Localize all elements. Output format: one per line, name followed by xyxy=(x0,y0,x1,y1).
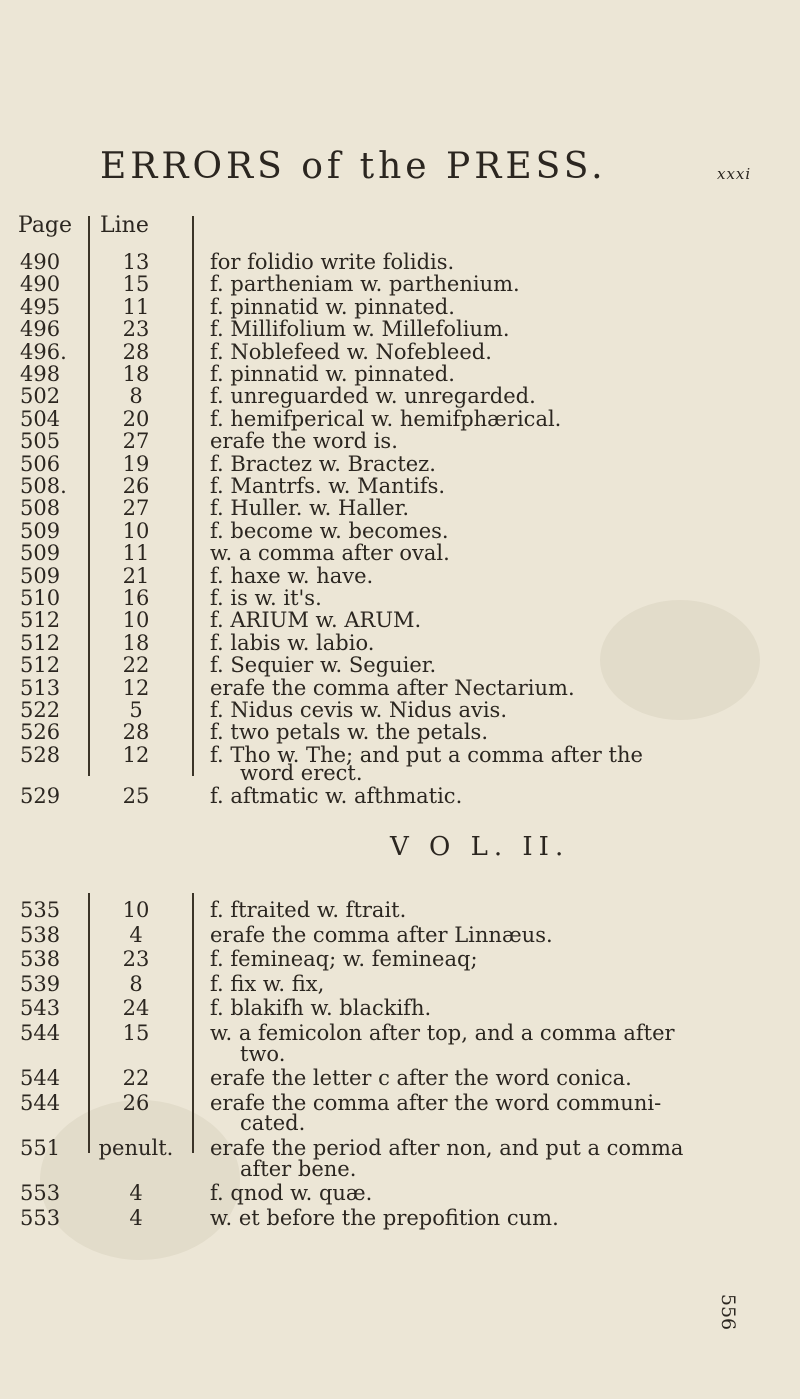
entry-correction: f. pinnatid w. pinnated. xyxy=(210,362,455,386)
entry-correction: f. aftmatic w. afthmatic. xyxy=(210,783,463,808)
entry-page: 528 xyxy=(20,742,61,767)
entry-page: 505 xyxy=(20,429,61,454)
entry-page: 539 xyxy=(20,971,61,996)
volume-heading: V O L. II. xyxy=(390,832,570,862)
entry-page: 496 xyxy=(20,317,61,342)
entry-correction: erafe the comma after Linnæus. xyxy=(210,922,553,947)
entry-page: 490 xyxy=(20,272,61,297)
errata-entry xyxy=(0,1136,800,1166)
signature-mark: xxxi xyxy=(717,165,752,183)
entry-correction: f. ARIUM w. ARUM. xyxy=(210,608,422,633)
entry-page: 535 xyxy=(20,898,61,922)
entry-continuation: word erect. xyxy=(240,761,363,786)
entry-line: 8 xyxy=(129,384,143,409)
entry-line: 10 xyxy=(122,518,150,543)
entry-page: 490 xyxy=(20,250,61,274)
entry-page: 509 xyxy=(20,541,61,566)
entry-page: 538 xyxy=(20,947,61,972)
entry-page: 538 xyxy=(20,922,61,947)
errata-entry xyxy=(0,784,800,814)
entry-page: 512 xyxy=(20,653,61,678)
entry-line: 23 xyxy=(122,317,150,342)
entry-correction: f. pinnatid w. pinnated. xyxy=(210,294,455,319)
entry-correction: f. ftraited w. ftrait. xyxy=(210,898,407,922)
entry-correction: f. hemifperical w. hemifphærical. xyxy=(210,406,562,431)
entry-page: 504 xyxy=(20,406,61,431)
entry-page: 512 xyxy=(20,608,61,633)
entry-correction: erafe the letter c after the word conica. xyxy=(210,1066,632,1091)
entry-correction: for folidio write folidis. xyxy=(210,250,455,274)
entry-continuation: two. xyxy=(240,1041,286,1066)
entry-line: 21 xyxy=(122,563,150,588)
entry-line: 24 xyxy=(122,996,150,1021)
errata-entry xyxy=(0,1021,800,1051)
entry-page: 526 xyxy=(20,720,61,745)
paper-stain xyxy=(40,1100,240,1260)
entry-line: 28 xyxy=(122,339,150,364)
entry-page: 553 xyxy=(20,1205,61,1230)
entry-page: 544 xyxy=(20,1090,61,1115)
entry-correction: erafe the period after non, and put a comma xyxy=(210,1136,684,1160)
entry-line: 19 xyxy=(122,451,150,476)
entry-page: 506 xyxy=(20,451,61,476)
entry-page: 509 xyxy=(20,518,61,543)
page-column-header: Page xyxy=(18,213,73,238)
entry-page: 495 xyxy=(20,294,61,319)
entry-continuation: cated. xyxy=(240,1111,306,1136)
entry-line: 13 xyxy=(122,250,150,274)
entry-page: 498 xyxy=(20,362,61,386)
entry-correction: erafe the comma after the word communi- xyxy=(210,1090,662,1115)
entry-line: 28 xyxy=(122,720,150,745)
entry-line: 26 xyxy=(122,474,150,498)
entry-line: 22 xyxy=(122,653,150,678)
entry-page: 544 xyxy=(20,1021,61,1045)
entry-line: 10 xyxy=(122,608,150,633)
entry-line: 12 xyxy=(122,742,150,767)
entry-correction: f. is w. it's. xyxy=(210,586,322,610)
entry-correction: f. Millifolium w. Millefolium. xyxy=(210,317,510,342)
entry-page: 543 xyxy=(20,996,61,1021)
entry-correction: f. femineaq; w. femineaq; xyxy=(210,947,478,972)
entry-line: 23 xyxy=(122,947,150,972)
entry-line: 4 xyxy=(129,1205,143,1230)
entry-page: 529 xyxy=(20,783,61,808)
entry-page: 522 xyxy=(20,698,61,722)
entry-page: 513 xyxy=(20,675,61,700)
entry-page: 508 xyxy=(20,496,61,521)
entry-correction: erafe the word is. xyxy=(210,429,398,454)
entry-correction: f. Tho w. The; and put a comma after the xyxy=(210,742,643,767)
entry-page: 512 xyxy=(20,630,61,655)
entry-page: 551 xyxy=(20,1136,61,1160)
entry-line: 22 xyxy=(122,1066,150,1091)
entry-line: 15 xyxy=(122,272,150,297)
page-title: ERRORS of the PRESS. xyxy=(100,146,607,187)
entry-correction: f. haxe w. have. xyxy=(210,563,374,588)
entry-line: 10 xyxy=(122,898,150,922)
entry-page: 544 xyxy=(20,1066,61,1091)
entry-line: 18 xyxy=(122,630,150,655)
entry-page: 510 xyxy=(20,586,61,610)
entry-line: 11 xyxy=(122,541,150,566)
entry-correction: w. a femicolon after top, and a comma after xyxy=(210,1021,675,1045)
errata-entry xyxy=(0,743,800,773)
entry-correction: f. labis w. labio. xyxy=(210,630,375,655)
entry-correction: f. fix w. fix, xyxy=(210,971,325,996)
entry-correction: erafe the comma after Nectarium. xyxy=(210,675,575,700)
entry-correction: f. unreguarded w. unregarded. xyxy=(210,384,536,409)
entry-line: 4 xyxy=(129,1181,143,1206)
entry-page: 496. xyxy=(20,339,67,364)
entry-line: 25 xyxy=(122,783,150,808)
entry-line: 4 xyxy=(129,922,143,947)
entry-line: 11 xyxy=(122,294,150,319)
entry-correction: f. two petals w. the petals. xyxy=(210,720,489,745)
errata-entry xyxy=(0,1091,800,1121)
entry-line: 27 xyxy=(122,429,150,454)
entry-correction: f. Mantrfs. w. Mantifs. xyxy=(210,474,446,498)
entry-line: penult. xyxy=(98,1136,174,1160)
entry-correction: f. become w. becomes. xyxy=(210,518,449,543)
entry-line: 26 xyxy=(122,1090,150,1115)
entry-correction: f. partheniam w. parthenium. xyxy=(210,272,520,297)
entry-correction: f. blakifh w. blackifh. xyxy=(210,996,432,1021)
entry-line: 20 xyxy=(122,406,150,431)
entry-line: 18 xyxy=(122,362,150,386)
entry-line: 12 xyxy=(122,675,150,700)
entry-correction: w. a comma after oval. xyxy=(210,541,450,566)
entry-line: 27 xyxy=(122,496,150,521)
entry-correction: f. Huller. w. Haller. xyxy=(210,496,410,521)
page-number: 556 xyxy=(717,1293,740,1331)
entry-line: 8 xyxy=(129,971,143,996)
errata-entry xyxy=(0,1206,800,1236)
entry-correction: f. qnod w. quæ. xyxy=(210,1181,373,1206)
entry-page: 502 xyxy=(20,384,61,409)
entry-continuation: after bene. xyxy=(240,1156,357,1181)
entry-correction: w. et before the prepofition cum. xyxy=(210,1205,559,1230)
entry-correction: f. Noblefeed w. Nofebleed. xyxy=(210,339,492,364)
entry-page: 509 xyxy=(20,563,61,588)
entry-page: 508. xyxy=(20,474,67,498)
line-column-header: Line xyxy=(100,213,149,238)
entry-correction: f. Sequier w. Seguier. xyxy=(210,653,437,678)
entry-correction: f. Bractez w. Bractez. xyxy=(210,451,436,476)
entry-line: 15 xyxy=(122,1021,150,1045)
entry-page: 553 xyxy=(20,1181,61,1206)
entry-line: 5 xyxy=(129,698,143,722)
entry-line: 16 xyxy=(122,586,150,610)
entry-correction: f. Nidus cevis w. Nidus avis. xyxy=(210,698,508,722)
